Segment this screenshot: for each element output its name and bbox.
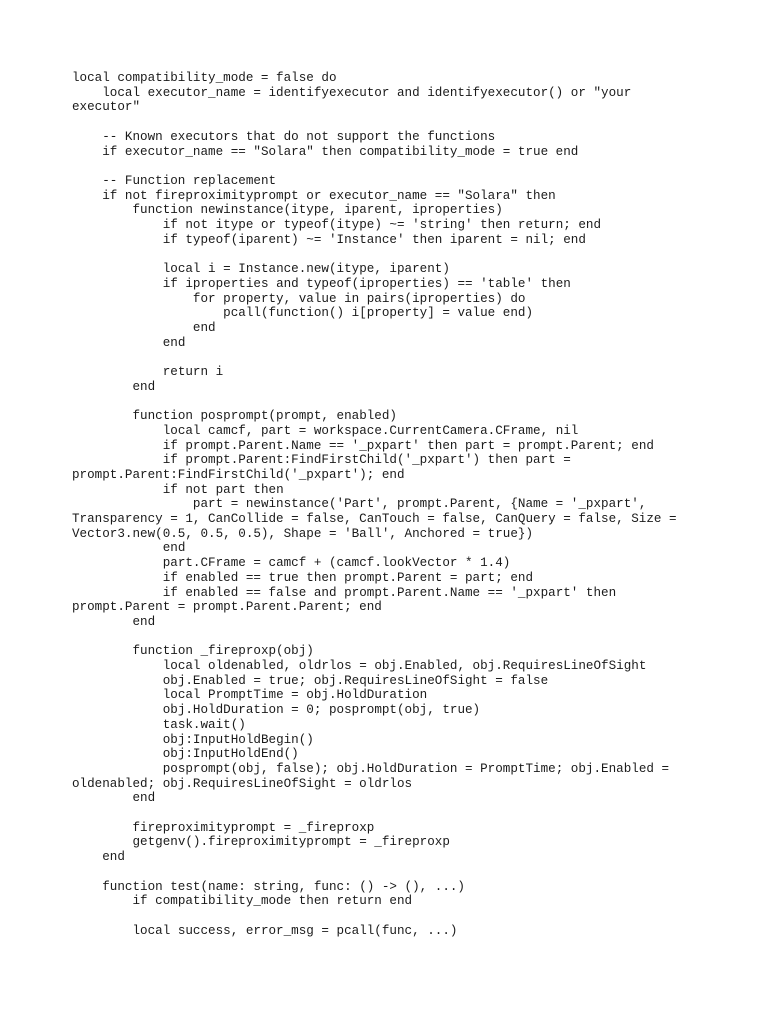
code-line <box>72 394 692 409</box>
code-line: obj:InputHoldBegin() <box>72 732 314 747</box>
code-line: -- Function replacement <box>72 173 277 188</box>
code-line: return i <box>72 365 224 379</box>
code-line: if not itype or typeof(itype) ~= 'string' then return; end <box>72 218 602 232</box>
code-line: if typeof(iparent) ~= 'Instance' then iparent = nil; end <box>72 232 586 247</box>
code-line: end <box>72 614 156 629</box>
code-line: end <box>72 320 216 335</box>
code-line: local oldenabled, oldrlos = obj.Enabled, obj.RequiresLineOfSight <box>72 659 647 674</box>
code-line: obj:InputHoldEnd() <box>72 747 299 762</box>
code-line <box>72 115 692 130</box>
code-line: if iproperties and typeof(iproperties) == 'table' then <box>72 276 571 291</box>
code-line: task.wait() <box>72 717 246 732</box>
code-line: function newinstance(itype, iparent, iproperties) <box>72 203 503 218</box>
code-line <box>72 865 692 880</box>
code-line: -- Known executors that do not support the functions <box>72 129 496 144</box>
code-line <box>72 630 692 645</box>
code-line: function posprompt(prompt, enabled) <box>72 409 397 424</box>
code-line <box>72 159 692 174</box>
code-line: if executor_name == "Solara" then compatibility_mode = true end <box>72 144 579 159</box>
code-line: end <box>72 850 125 865</box>
code-line: part.CFrame = camcf + (camcf.lookVector * 1.4) <box>72 556 511 571</box>
code-line: local PromptTime = obj.HoldDuration <box>72 688 428 703</box>
code-line: end <box>72 379 156 394</box>
code-line <box>72 806 692 821</box>
code-line: if prompt.Parent:FindFirstChild('_pxpart') then part = prompt.Parent:FindFirstChild('_pxpart'); end <box>72 453 579 482</box>
code-line: local success, error_msg = pcall(func, ...) <box>72 923 458 938</box>
code-line: end <box>72 335 186 350</box>
code-line: end <box>72 541 186 556</box>
code-line: if not fireproximityprompt or executor_name == "Solara" then <box>72 188 556 203</box>
code-line: function test(name: string, func: () -> (), ...) <box>72 879 465 894</box>
code-line <box>72 909 692 924</box>
code-line: getgenv().fireproximityprompt = _fireproxp <box>72 835 450 850</box>
code-line: obj.Enabled = true; obj.RequiresLineOfSight = false <box>72 673 549 688</box>
code-line: pcall(function() i[property] = value end) <box>72 306 534 321</box>
code-line: local executor_name = identifyexecutor and identifyexecutor() or "your executor" <box>72 85 639 115</box>
code-line <box>72 247 692 262</box>
code-listing <box>72 71 692 938</box>
code-line: local i = Instance.new(itype, iparent) <box>72 262 450 277</box>
code-line: if enabled == true then prompt.Parent = part; end <box>72 570 534 585</box>
code-line: if enabled == false and prompt.Parent.Name == '_pxpart' then prompt.Parent = prompt.Parent.Parent; end <box>72 585 624 615</box>
code-line <box>72 350 692 365</box>
code-line: if not part then <box>72 482 284 497</box>
code-line: for property, value in pairs(iproperties) do <box>72 291 526 306</box>
code-line: if prompt.Parent.Name == '_pxpart' then part = prompt.Parent; end <box>72 438 654 453</box>
code-line: fireproximityprompt = _fireproxp <box>72 820 375 835</box>
code-line: obj.HoldDuration = 0; posprompt(obj, true) <box>72 703 481 718</box>
code-line: if compatibility_mode then return end <box>72 894 413 909</box>
code-line: end <box>72 791 156 806</box>
code-line: posprompt(obj, false); obj.HoldDuration = PromptTime; obj.Enabled = oldenabled; obj.RequiresLineOfSight = oldrlos <box>72 761 677 791</box>
code-line: function _fireproxp(obj) <box>72 644 314 659</box>
code-line: part = newinstance('Part', prompt.Parent, {Name = '_pxpart', Transparency = 1, CanCollide = false, CanTouch = false, CanQuery = false, Size = Vector3.new(0.5, 0.5, 0.5), Shape = 'Ball', Anchored = true}) <box>72 497 685 541</box>
code-line: local camcf, part = workspace.CurrentCamera.CFrame, nil <box>72 423 579 438</box>
code-line: local compatibility_mode = false do <box>72 71 337 85</box>
